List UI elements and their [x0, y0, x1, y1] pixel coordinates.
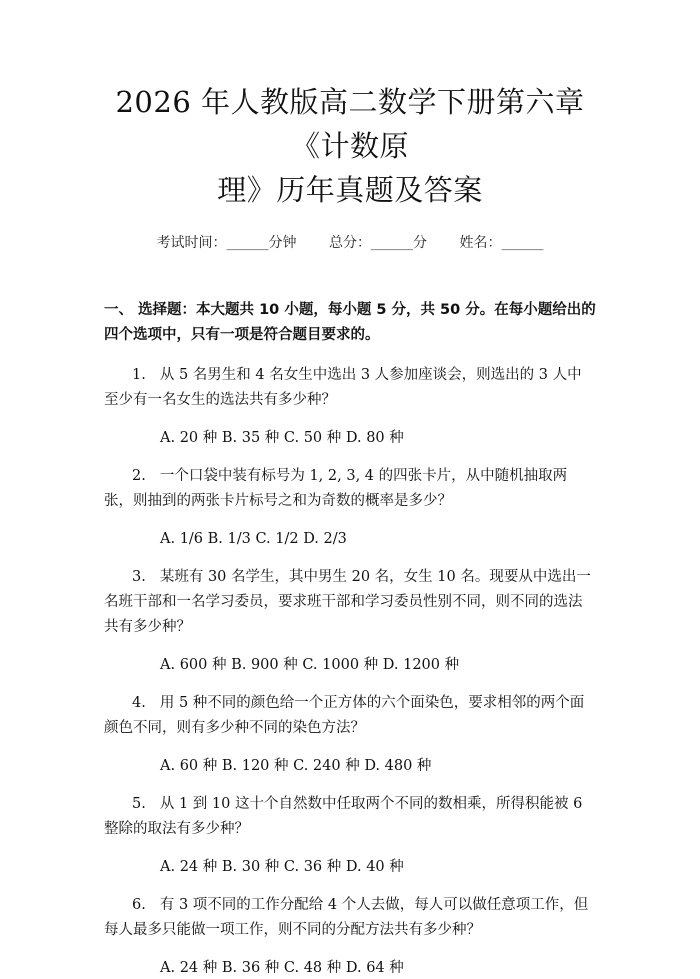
- question-options: A. 60 种 B. 120 种 C. 240 种 D. 480 种: [160, 758, 432, 774]
- question-number: 3.: [132, 569, 146, 585]
- question-text: [104, 363, 596, 413]
- question-2: [104, 464, 596, 550]
- question-body: 一个口袋中装有标号为 1, 2, 3, 4 的四张卡片，从中随机抽取两张，则抽到的两张卡片标号之和为奇数的概率是多少？: [104, 468, 568, 509]
- question-body: 用 5 种不同的颜色给一个正方体的六个面染色，要求相邻的两个面颜色不同，则有多少种不同的染色方法？: [104, 695, 585, 736]
- exam-title-line-2: 理》历年真题及答案: [217, 173, 483, 207]
- question-5: [104, 792, 596, 878]
- question-number: 5.: [132, 796, 146, 812]
- exam-info-line: [104, 232, 596, 252]
- question-options: A. 24 种 B. 36 种 C. 48 种 D. 64 种: [160, 960, 404, 976]
- question-3: [104, 565, 596, 676]
- question-text: [104, 893, 596, 943]
- section-heading: 一、 选择题：本大题共 10 小题，每小题 5 分，共 50 分。在每小题给出的四个选项中，只有一项是符合题目要求的。: [104, 302, 596, 343]
- question-number: 4.: [132, 695, 146, 711]
- question-4: [104, 691, 596, 777]
- question-body: 某班有 30 名学生，其中男生 20 名，女生 10 名。现要从中选出一名班干部和一名学习委员，要求班干部和学习委员性别不同，则不同的选法共有多少种？: [104, 569, 591, 635]
- question-options: A. 20 种 B. 35 种 C. 50 种 D. 80 种: [160, 430, 404, 446]
- question-options: A. 24 种 B. 30 种 C. 36 种 D. 40 种: [160, 859, 404, 875]
- question-body: 从 1 到 10 这十个自然数中任取两个不同的数相乘，所得积能被 6 整除的取法有多少种？: [104, 796, 583, 837]
- exam-title: [104, 80, 596, 212]
- question-body: 有 3 项不同的工作分配给 4 个人去做，每人可以做任意项工作，但每人最多只能做一项工作，则不同的分配方法共有多少种？: [104, 897, 589, 938]
- question-number: 6.: [132, 897, 146, 913]
- question-body: 从 5 名男生和 4 名女生中选出 3 人参加座谈会，则选出的 3 人中至少有一名女生的选法共有多少种？: [104, 367, 582, 408]
- total-score-field: 总分：______分: [329, 235, 427, 251]
- question-options: A. 600 种 B. 900 种 C. 1000 种 D. 1200 种: [160, 657, 460, 673]
- question-1: [104, 363, 596, 449]
- question-text: [104, 565, 596, 640]
- question-options: A. 1/6 B. 1/3 C. 1/2 D. 2/3: [160, 531, 347, 547]
- question-number: 2.: [132, 468, 146, 484]
- question-6: [104, 893, 596, 979]
- question-text: [104, 792, 596, 842]
- exam-title-line-1: 2026 年人教版高二数学下册第六章《计数原: [115, 85, 585, 163]
- question-list: [104, 363, 596, 979]
- question-text: [104, 464, 596, 514]
- question-text: [104, 691, 596, 741]
- student-name-field: 姓名：______: [459, 235, 544, 251]
- exam-time-field: 考试时间：______分钟: [156, 235, 297, 251]
- question-number: 1.: [132, 367, 146, 383]
